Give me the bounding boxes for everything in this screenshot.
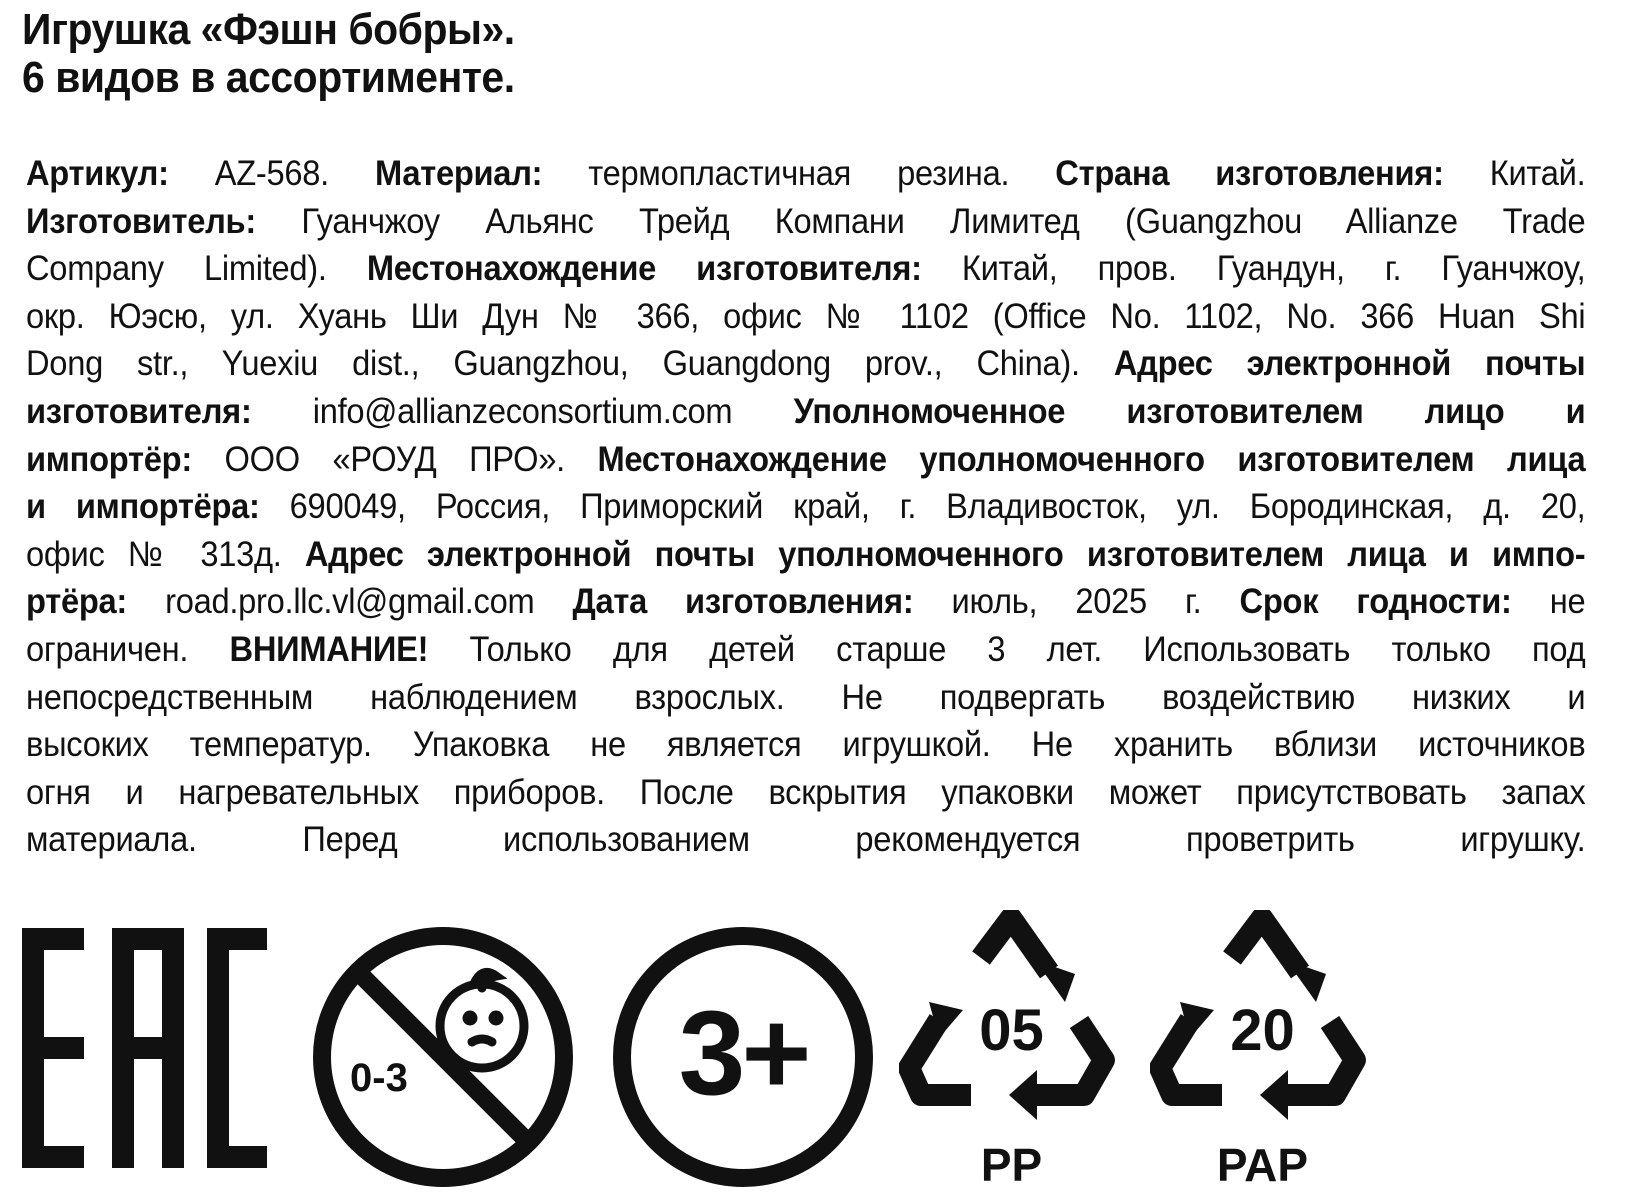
product-title: [22, 6, 515, 102]
recycling-pp-icon: [899, 910, 1124, 1195]
age-3-plus-icon: [612, 926, 874, 1188]
field-label: Дата изготовления:: [572, 581, 914, 622]
description-line: [26, 150, 1585, 198]
field-label: Местонахождение изготовителя:: [366, 248, 922, 289]
field-label: Материал:: [375, 153, 543, 193]
field-value: ограничен.: [26, 628, 230, 669]
not-for-under-3-icon: [312, 926, 574, 1188]
field-label: Срок годности:: [1239, 581, 1512, 622]
field-value: road.pro.llc.vl@gmail.com: [127, 581, 573, 622]
field-value: окр. Юэсю, ул. Хуань Ши Дун № 366, офис № 1102 (Office No. 1102, No. 366 Huan Shi: [26, 295, 1586, 336]
field-value: Dong str., Yuexiu dist., Guangzhou, Guangdong prov., China).: [26, 343, 1114, 384]
description-line: [26, 721, 1585, 769]
field-label: изготовителя:: [26, 390, 252, 431]
field-value: июль, 2025 г.: [913, 581, 1240, 622]
description-line: [26, 626, 1585, 674]
field-value: огня и нагревательных приборов. После вскрытия упаковки может присутствовать запах: [26, 771, 1586, 812]
recycling-pap-icon: [1150, 910, 1375, 1195]
title-line-1: Игрушка «Фэшн бобры».: [22, 5, 515, 54]
field-value: Гуанчжоу Альянс Трейд Компани Лимитед (Guangzhou Allianze Trade: [255, 200, 1586, 241]
field-value: термопластичная резина.: [542, 153, 1056, 193]
field-value: высоких температур. Упаковка не является игрушкой. Не хранить вблизи источников: [26, 724, 1586, 765]
field-value: офис № 313д.: [26, 533, 305, 574]
age-warning-label: 0-3: [350, 1056, 408, 1100]
field-value: Китай.: [1443, 153, 1586, 193]
field-label: Уполномоченное изготовителем лицо и: [793, 390, 1586, 431]
description-line: [26, 531, 1585, 579]
field-value: не: [1511, 581, 1586, 622]
recycling-material: PAP: [1216, 1139, 1309, 1191]
field-value: AZ-568.: [168, 153, 376, 193]
description-line: [26, 436, 1585, 484]
field-label: ртёра:: [26, 581, 128, 622]
age-label: 3+: [678, 986, 808, 1120]
description-line: [26, 388, 1585, 436]
title-line-2: 6 видов в ассортименте.: [22, 53, 515, 102]
description-line: [26, 578, 1585, 626]
description-line: [26, 769, 1585, 817]
field-value: 690049, Россия, Приморский край, г. Владивосток, ул. Бородинская, д. 20,: [259, 486, 1586, 527]
field-label: ВНИМАНИЕ!: [229, 628, 429, 669]
field-value: непосредственным наблюдением взрослых. Не подвергать воздействию низких и: [26, 676, 1586, 717]
recycling-material: PP: [980, 1139, 1043, 1191]
field-value: info@allianzeconsortium.com: [251, 390, 794, 431]
field-label: Изготовитель:: [26, 200, 256, 241]
description-line: [26, 245, 1585, 293]
field-label: Адрес электронной почты уполномоченного изготовителем лица и импо-: [304, 533, 1586, 574]
field-value: Только для детей старше 3 лет. Использовать только под: [428, 628, 1586, 669]
recycling-code: 05: [979, 998, 1044, 1063]
field-value: Китай, пров. Гуандун, г. Гуанчжоу,: [921, 248, 1586, 289]
field-label: Артикул:: [26, 153, 169, 193]
field-label: импортёр:: [26, 438, 192, 479]
field-value: Company Limited).: [26, 248, 367, 289]
recycling-code: 20: [1230, 998, 1295, 1063]
description-line: [26, 483, 1585, 531]
eac-mark-icon: [22, 928, 267, 1168]
certification-marks: [0, 900, 1629, 1200]
description-line: [26, 293, 1585, 341]
field-label: и импортёра:: [26, 486, 260, 527]
description-line: [26, 198, 1585, 246]
field-label: Местонахождение уполномоченного изготовителем лица: [597, 438, 1586, 479]
description-line: [26, 340, 1585, 388]
field-value: ООО «РОУД ПРО».: [191, 438, 598, 479]
field-label: Адрес электронной почты: [1113, 343, 1586, 384]
field-value: материала. Перед использованием рекомендуется проветрить игрушку.: [26, 819, 1586, 860]
description-line: [26, 674, 1585, 722]
field-label: Страна изготовления:: [1055, 153, 1444, 193]
description-line: [26, 816, 1585, 864]
product-description: [26, 150, 1585, 864]
